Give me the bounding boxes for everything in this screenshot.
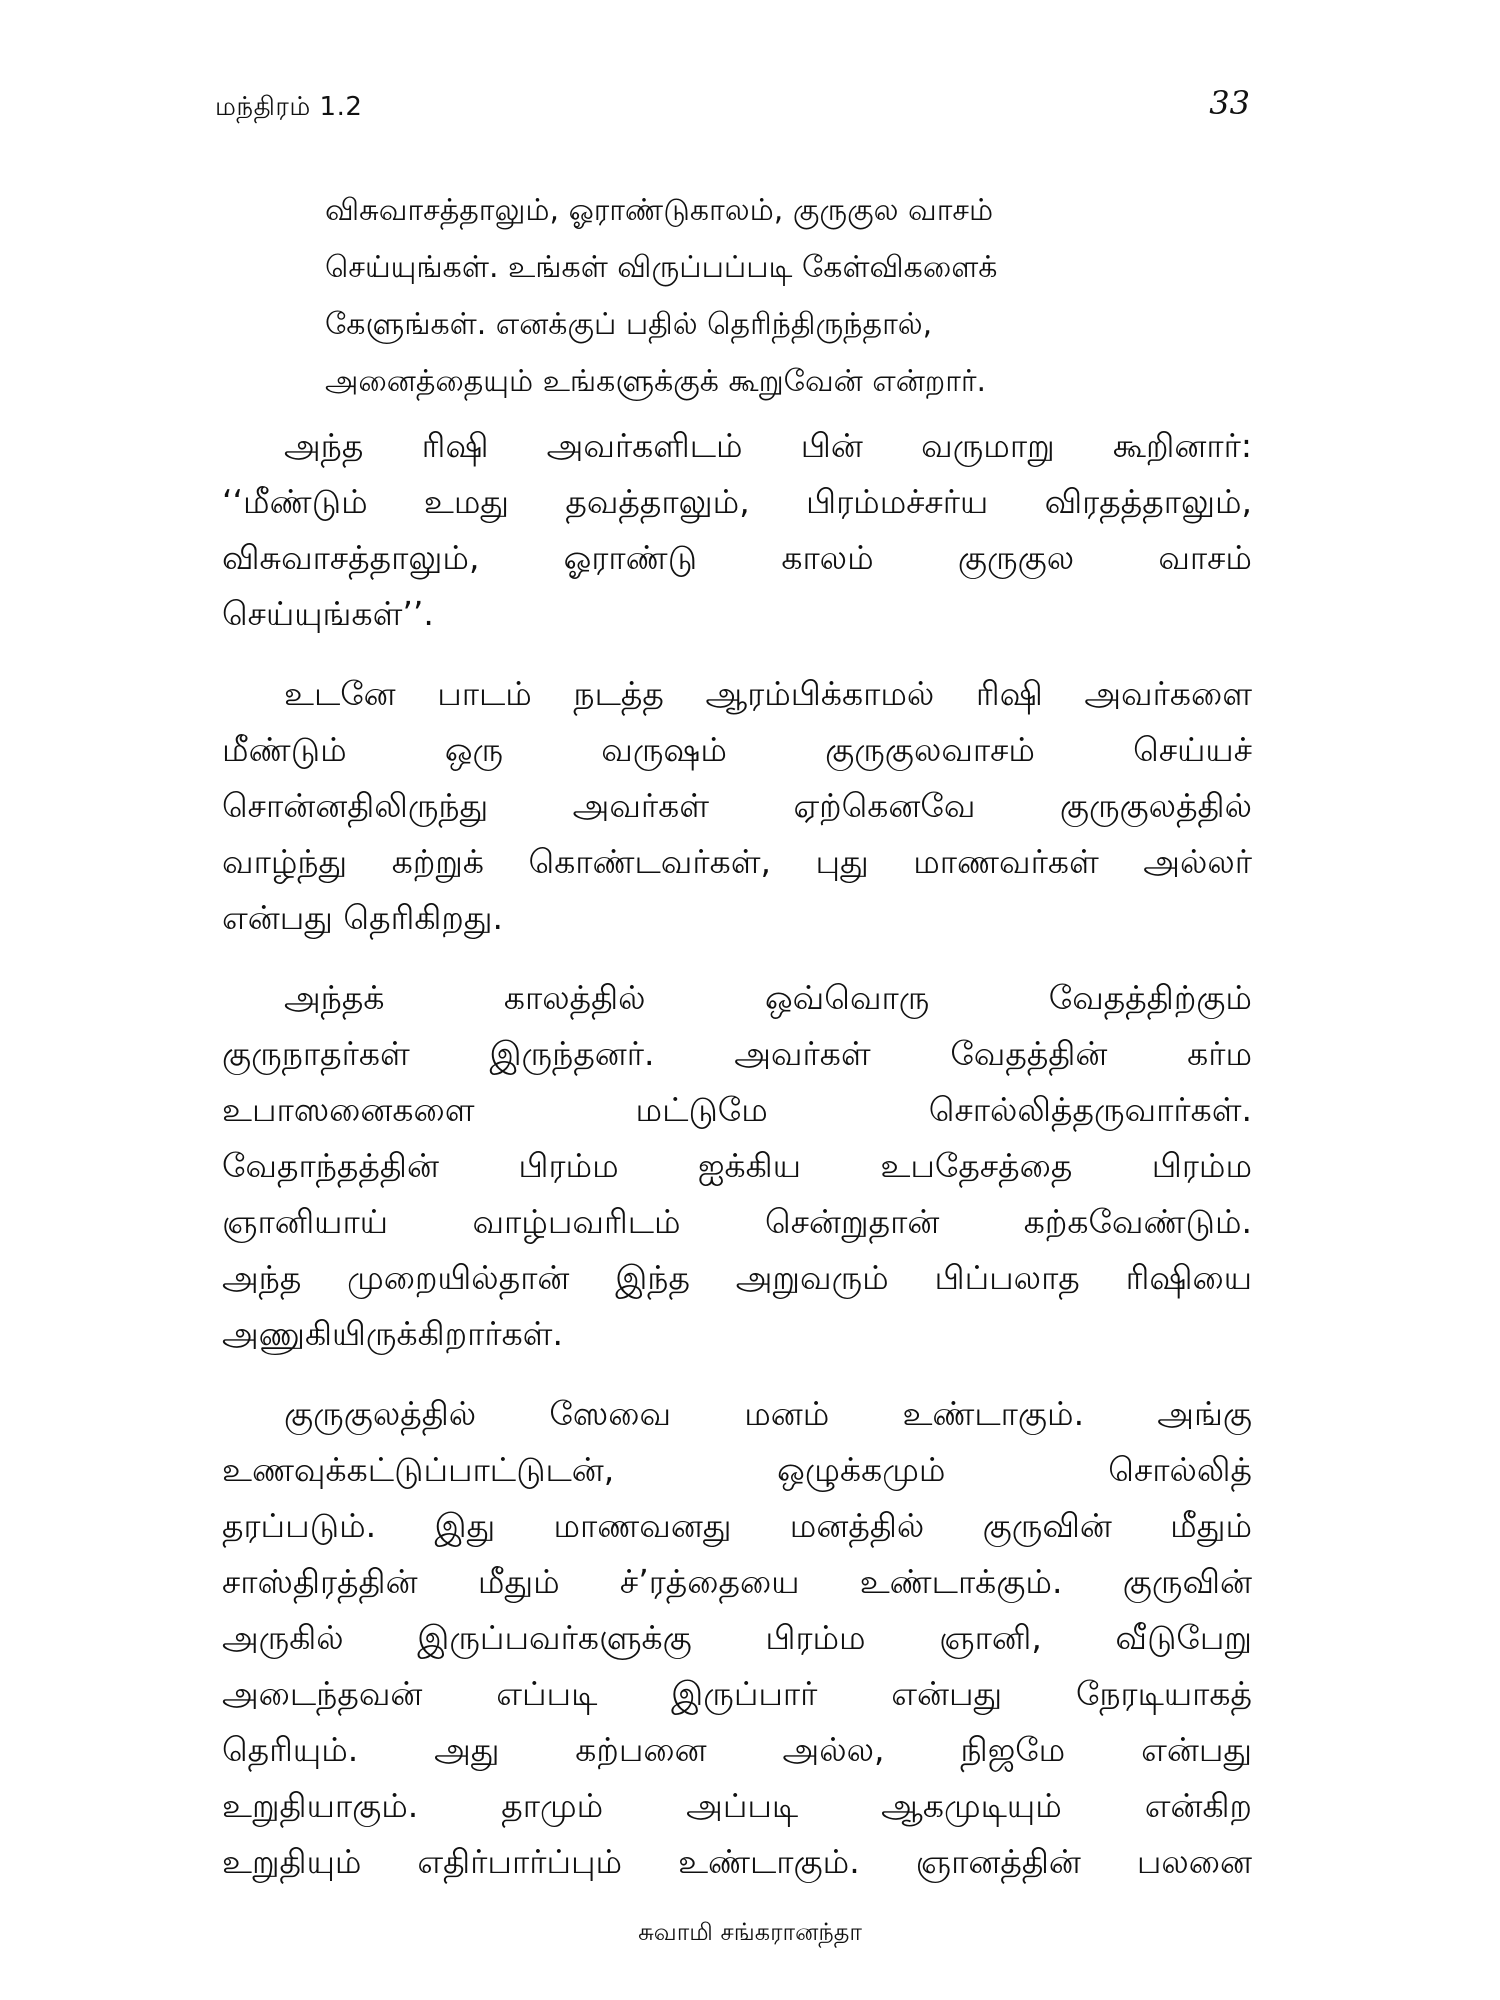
quote-line: கேளுங்கள். எனக்குப் பதில் தெரிந்திருந்தால், — [325, 307, 933, 342]
text-line: மீண்டும் ஒரு வருஷம் குருகுலவாசம் செய்யச் — [222, 730, 1252, 769]
quote-line: செய்யுங்கள். உங்கள் விருப்பப்படி கேள்விகளைக் — [325, 250, 998, 285]
text-line: உபாஸனைகளை மட்டுமே சொல்லித்தருவார்கள். — [222, 1090, 1252, 1129]
paragraph-4 — [222, 1386, 1252, 1890]
text-line: அடைந்தவன் எப்படி இருப்பார் என்பது நேரடியாகத் — [222, 1674, 1252, 1713]
text-line: சாஸ்திரத்தின் மீதும் ச்’ரத்தையை உண்டாக்கும். குருவின் — [222, 1562, 1252, 1601]
text-line: அந்த முறையில்தான் இந்த அறுவரும் பிப்பலாத ரிஷியை — [222, 1258, 1252, 1297]
text-line: வேதாந்தத்தின் பிரம்ம ஐக்கிய உபதேசத்தை பிரம்ம — [222, 1146, 1252, 1185]
text-line: அணுகியிருக்கிறார்கள். — [222, 1314, 563, 1353]
quote-block — [325, 182, 1255, 410]
quote-line: அனைத்தையும் உங்களுக்குக் கூறுவேன் என்றார். — [325, 364, 987, 399]
page-number: 33 — [1209, 84, 1250, 122]
text-line: குருகுலத்தில் ஸேவை மனம் உண்டாகும். அங்கு — [284, 1394, 1252, 1433]
text-line: உறுதியும் எதிர்பார்ப்பும் உண்டாகும். ஞானத்தின் பலனை — [222, 1842, 1252, 1881]
text-line: அந்த ரிஷி அவர்களிடம் பின் வருமாறு கூறினார்: — [284, 426, 1252, 465]
text-line: விசுவாசத்தாலும், ஓராண்டு காலம் குருகுல வாசம் — [222, 538, 1252, 577]
text-line: அந்தக் காலத்தில் ஒவ்வொரு வேதத்திற்கும் — [284, 978, 1252, 1017]
paragraph-1 — [222, 418, 1252, 642]
text-line: உறுதியாகும். தாமும் அப்படி ஆகமுடியும் என்கிற — [222, 1786, 1252, 1825]
running-title: மந்திரம் 1.2 — [215, 92, 363, 122]
text-line: உடனே பாடம் நடத்த ஆரம்பிக்காமல் ரிஷி அவர்களை — [284, 674, 1252, 713]
text-line: குருநாதர்கள் இருந்தனர். அவர்கள் வேதத்தின் கர்ம — [222, 1034, 1252, 1073]
text-line: ‘‘மீண்டும் உமது தவத்தாலும், பிரம்மச்சர்ய விரதத்தாலும், — [222, 482, 1252, 521]
text-line: அருகில் இருப்பவர்களுக்கு பிரம்ம ஞானி, வீடுபேறு — [222, 1618, 1252, 1657]
text-line: என்பது தெரிகிறது. — [222, 898, 503, 937]
paragraph-3 — [222, 970, 1252, 1362]
quote-line: விசுவாசத்தாலும், ஓராண்டுகாலம், குருகுல வாசம் — [325, 193, 994, 228]
text-line: ஞானியாய் வாழ்பவரிடம் சென்றுதான் கற்கவேண்டும். — [222, 1202, 1252, 1241]
paragraph-2 — [222, 666, 1252, 946]
text-line: செய்யுங்கள்’’. — [222, 594, 434, 633]
text-line: தரப்படும். இது மாணவனது மனத்தில் குருவின் மீதும் — [222, 1506, 1252, 1545]
text-line: சொன்னதிலிருந்து அவர்கள் ஏற்கெனவே குருகுலத்தில் — [222, 786, 1252, 825]
text-line: உணவுக்கட்டுப்பாட்டுடன், ஒழுக்கமும் சொல்லித் — [222, 1450, 1252, 1489]
text-line: தெரியும். அது கற்பனை அல்ல, நிஜமே என்பது — [222, 1730, 1252, 1769]
body-text — [222, 418, 1252, 1914]
footer-author: சுவாமி சங்கரானந்தா — [638, 1918, 862, 1946]
text-line: வாழ்ந்து கற்றுக் கொண்டவர்கள், புது மாணவர்கள் அல்லர் — [222, 842, 1252, 881]
